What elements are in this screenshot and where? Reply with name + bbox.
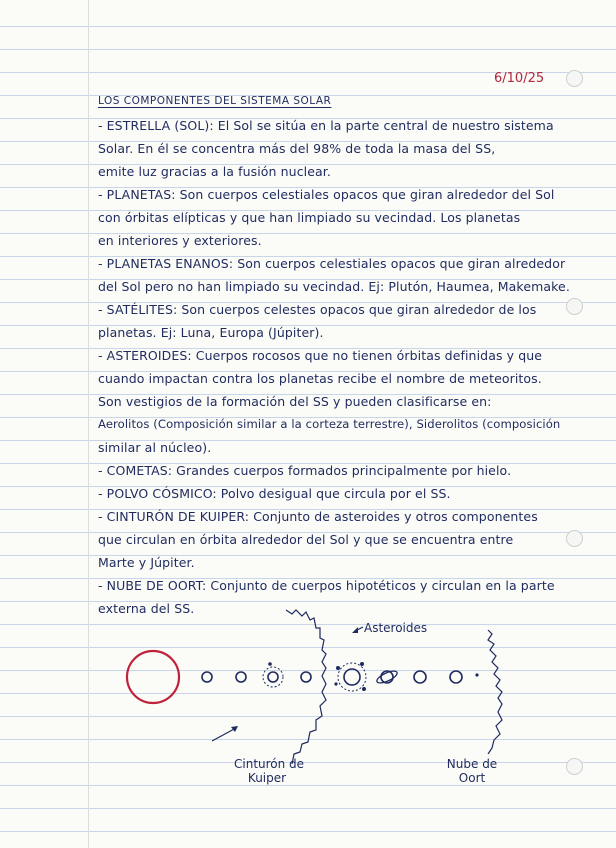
binder-hole bbox=[566, 70, 583, 87]
moon-dot bbox=[268, 662, 272, 666]
text-line: Son vestigios de la formación del SS y pueden clasificarse en: bbox=[98, 394, 492, 409]
planet-shape bbox=[414, 671, 426, 683]
planet-shape bbox=[268, 672, 278, 682]
text-line: - POLVO CÓSMICO: Polvo desigual que circula por el SS. bbox=[98, 486, 451, 501]
date: 6/10/25 bbox=[494, 71, 545, 86]
moon-dot bbox=[360, 662, 364, 666]
text-line: con órbitas elípticas y que han limpiado su vecindad. Los planetas bbox=[98, 210, 521, 225]
text-line: - PLANETAS: Son cuerpos celestiales opacos que giran alrededor del Sol bbox=[98, 187, 555, 202]
planet-shape bbox=[236, 672, 246, 682]
moon-dot bbox=[362, 687, 366, 691]
binder-hole bbox=[566, 298, 583, 315]
text-line: externa del SS. bbox=[98, 601, 195, 616]
moon-dot bbox=[336, 666, 340, 670]
asteroides-label: Asteroides bbox=[364, 621, 428, 635]
binder-hole bbox=[566, 530, 583, 547]
text-line: en interiores y exteriores. bbox=[98, 233, 262, 248]
text-line: - CINTURÓN DE KUIPER: Conjunto de asteroides y otros componentes bbox=[98, 509, 538, 524]
text-line: - SATÉLITES: Son cuerpos celestes opacos que giran alrededor de los bbox=[98, 302, 537, 317]
orbit-shape bbox=[263, 667, 283, 687]
text-line: cuando impactan contra los planetas recibe el nombre de meteoritos. bbox=[98, 371, 542, 386]
planet-shape bbox=[344, 669, 360, 685]
kuiper-arrowhead bbox=[231, 726, 238, 732]
oort-cloud-zigzag bbox=[488, 630, 502, 754]
sun-shape bbox=[127, 651, 179, 703]
planet-shape bbox=[202, 672, 212, 682]
text-line: del Sol pero no han limpiado su vecindad. Ej: Plutón, Haumea, Makemake. bbox=[98, 279, 570, 294]
text-line: - ASTEROIDES: Cuerpos rocosos que no tienen órbitas definidas y que bbox=[98, 348, 543, 363]
solar-system-diagram bbox=[0, 600, 616, 820]
text-line: - NUBE DE OORT: Conjunto de cuerpos hipotéticos y circulan en la parte bbox=[98, 578, 555, 593]
moon-dot bbox=[334, 682, 337, 685]
text-line: que circulan en órbita alrededor del Sol y que se encuentra entre bbox=[98, 532, 514, 547]
asteroides-arrowhead bbox=[352, 627, 358, 633]
text-line: - COMETAS: Grandes cuerpos formados principalmente por hielo. bbox=[98, 463, 512, 478]
text-line: Marte y Júpiter. bbox=[98, 555, 195, 570]
planet-shape bbox=[301, 672, 311, 682]
text-line: Solar. En él se concentra más del 98% de toda la masa del SS, bbox=[98, 141, 496, 156]
text-line: - PLANETAS ENANOS: Son cuerpos celestiales opacos que giran alrededor bbox=[98, 256, 566, 271]
page-title: LOS COMPONENTES DEL SISTEMA SOLAR bbox=[98, 95, 332, 107]
text-line: - ESTRELLA (SOL): El Sol se sitúa en la parte central de nuestro sistema bbox=[98, 118, 554, 133]
kuiper-belt-zigzag bbox=[286, 610, 326, 764]
text-line: planetas. Ej: Luna, Europa (Júpiter). bbox=[98, 325, 324, 340]
oort-label-line1: Nube de bbox=[446, 757, 498, 771]
kuiper-label-line1: Cinturón de bbox=[234, 757, 305, 771]
kuiper-label-line2: Kuiper bbox=[247, 771, 287, 785]
dwarf-planet-dot bbox=[475, 673, 478, 676]
text-line: similar al núcleo). bbox=[98, 440, 212, 455]
text-line: emite luz gracias a la fusión nuclear. bbox=[98, 164, 331, 179]
planet-shape bbox=[450, 671, 462, 683]
text-line: Aerolitos (Composición similar a la corteza terrestre), Siderolitos (composición bbox=[98, 417, 561, 431]
oort-label-line2: Oort bbox=[458, 771, 486, 785]
kuiper-arrow bbox=[212, 728, 236, 741]
orbit-shape bbox=[338, 663, 366, 691]
